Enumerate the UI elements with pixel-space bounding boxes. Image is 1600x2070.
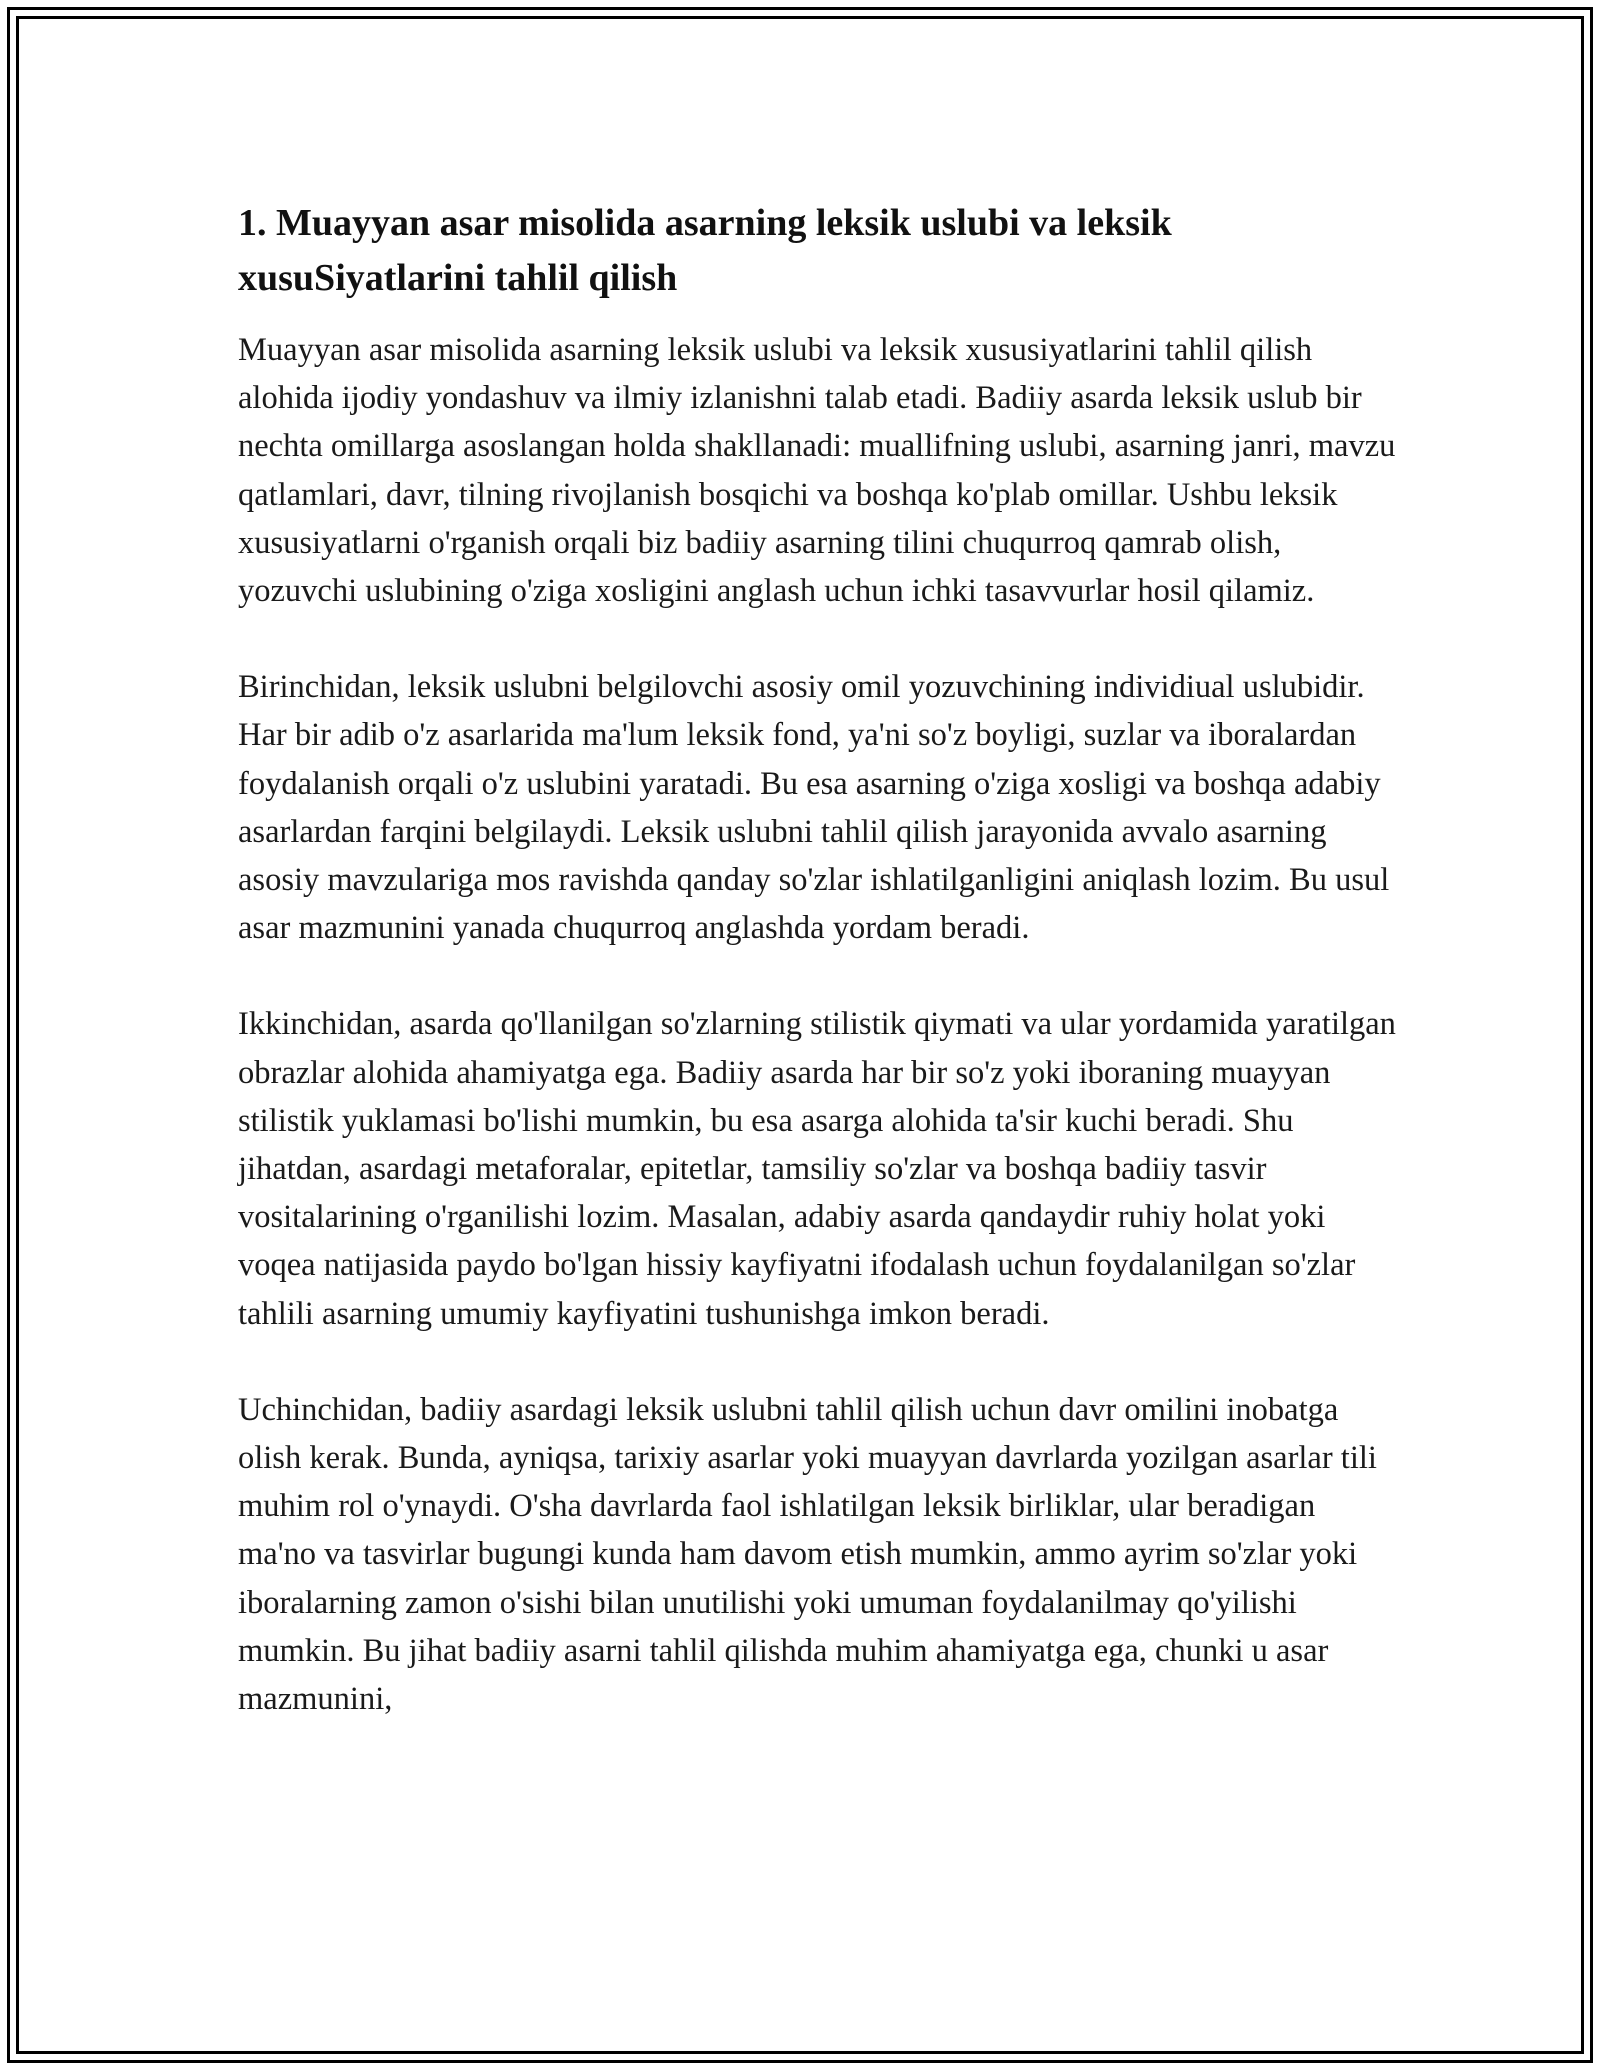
paragraph-1: Muayyan asar misolida asarning leksik uslubi va leksik xususiyatlarini tahlil qilish alohida ijodiy yondashuv va ilmiy izlanishni talab etadi. Badiiy asarda leksik uslub bir nechta omillarga asoslangan holda shakllanadi: muallifning uslubi, asarning janri, mavzu qatlamlari, davr, tilning rivojlanish bosqichi va boshqa ko'plab omillar. Ushbu leksik xususiyatlarni o'rganish orqali biz badiiy asarning tilini chuqurroq qamrab olish, yozuvchi uslubining o'ziga xosligini anglash uchun ichki tasavvurlar hosil qilamiz.: [238, 332, 1396, 610]
paragraph-4: Uchinchidan, badiiy asardagi leksik uslubni tahlil qilish uchun davr omilini inobatga olish kerak. Bunda, ayniqsa, tarixiy asarlar yoki muayyan davrlarda yozilgan asarlar tili muhim rol o'ynaydi. O'sha davrlarda faol ishlatilgan leksik birliklar, ular beradigan ma'no va tasvirlar bugungi kunda ham davom etish mumkin, ammo ayrim so'zlar yoki iboralarning zamon o'sishi bilan unutilishi yoki umuman foydalanilmay qo'yilishi mumkin. Bu jihat badiiy asarni tahlil qilishda muhim ahamiyatga ega, chunki u asar mazmunini,: [238, 1391, 1377, 1718]
paragraph-3: Ikkinchidan, asarda qo'llanilgan so'zlarning stilistik qiymati va ular yordamida yaratilgan obrazlar alohida ahamiyatga ega. Badiiy asarda har bir so'z yoki iboraning muayyan stilistik yuklamasi bo'lishi mumkin, bu esa asarga alohida ta'sir kuchi beradi. Shu jihatdan, asardagi metaforalar, epitetlar, tamsiliy so'zlar va boshqa badiiy tasvir vositalarining o'rganilishi lozim. Masalan, adabiy asarda qandaydir ruhiy holat yoki voqea natijasida paydo bo'lgan hissiy kayfiyatni ifodalash uchun foydalanilgan so'zlar tahlili asarning umumiy kayfiyatini tushunishga imkon beradi.: [238, 1006, 1396, 1332]
paragraph-2: Birinchidan, leksik uslubni belgilovchi asosiy omil yozuvchining individiual uslubidir. Har bir adib o'z asarlarida ma'lum leksik fond, ya'ni so'z boyligi, suzlar va iboralardan foydalanish orqali o'z uslubini yaratadi. Bu esa asarning o'ziga xosligi va boshqa adabiy asarlardan farqini belgilaydi. Leksik uslubni tahlil qilish jarayonida avvalo asarning asosiy mavzulariga mos ravishda qanday so'zlar ishlatilganligini aniqlash lozim. Bu usul asar mazmunini yanada chuqurroq anglashda yordam beradi.: [238, 669, 1390, 947]
document-content: [238, 196, 1398, 1771]
section-heading: 1. Muayyan asar misolida asarning leksik uslubi va leksik xusuSiyatlarini tahlil qilish: [238, 202, 1172, 299]
document-page: [7, 7, 1593, 2063]
